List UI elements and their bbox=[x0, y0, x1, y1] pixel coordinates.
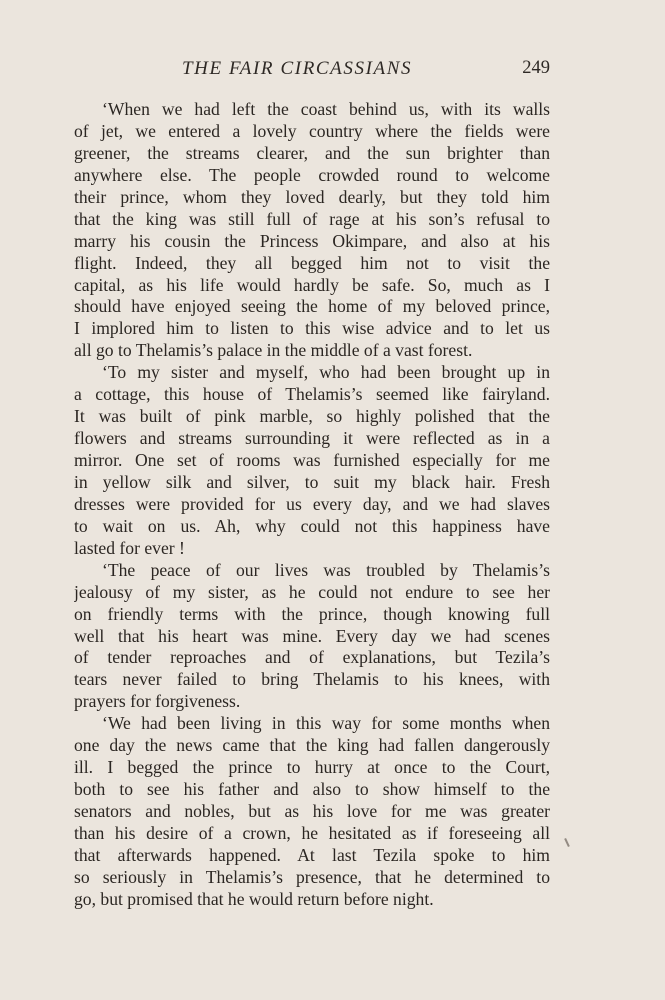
text-line: ‘We had been living in this way for some months when bbox=[102, 713, 550, 734]
text-line: that the king was still full of rage at his son’s refusal to bbox=[74, 208, 550, 229]
text-line: flowers and streams surrounding it were reflected as in a bbox=[74, 428, 550, 449]
text-line: in yellow silk and silver, to suit my black hair. Fresh bbox=[74, 471, 550, 492]
text-line: of jet, we entered a lovely country where the fields were bbox=[74, 120, 550, 141]
text-line: dresses were provided for us every day, and we had slaves bbox=[74, 493, 550, 514]
text-line: greener, the streams clearer, and the sun brighter than bbox=[74, 142, 550, 163]
paragraph bbox=[74, 560, 550, 714]
text-line: their prince, whom they loved dearly, but they told him bbox=[74, 186, 550, 207]
text-line: a cottage, this house of Thelamis’s seemed like fairyland. bbox=[74, 384, 550, 405]
text-line: senators and nobles, but as his love for me was greater bbox=[74, 801, 550, 821]
text-line: on friendly terms with the prince, though knowing full bbox=[74, 603, 550, 624]
text-line: that afterwards happened. At last Tezila spoke to him bbox=[74, 844, 550, 865]
body-text bbox=[74, 99, 550, 911]
text-line: so seriously in Thelamis’s presence, that he determined to bbox=[74, 866, 550, 887]
text-line: capital, as his life would hardly be safe. So, much as I bbox=[74, 274, 550, 295]
text-line: flight. Indeed, they all begged him not to visit the bbox=[74, 252, 550, 273]
text-line: tears never failed to bring Thelamis to his knees, with bbox=[74, 669, 550, 690]
text-line: all go to Thelamis’s palace in the middle of a vast forest. bbox=[74, 340, 473, 361]
paragraph bbox=[74, 99, 550, 362]
text-line: should have enjoyed seeing the home of my beloved prince, bbox=[74, 296, 550, 317]
text-line: than his desire of a crown, he hesitated as if foreseeing all bbox=[74, 822, 550, 843]
text-line: marry his cousin the Princess Okimpare, and also at his bbox=[74, 230, 550, 251]
text-line: ‘When we had left the coast behind us, with its walls bbox=[102, 99, 550, 119]
text-line: mirror. One set of rooms was furnished especially for me bbox=[74, 450, 550, 470]
text-line: both to see his father and also to show himself to the bbox=[74, 779, 550, 800]
text-line: prayers for forgiveness. bbox=[74, 691, 241, 712]
margin-mark bbox=[564, 838, 570, 847]
text-line: to wait on us. Ah, why could not this happiness have bbox=[74, 515, 550, 536]
text-line: lasted for ever ! bbox=[74, 537, 185, 558]
page-number: 249 bbox=[522, 58, 550, 78]
text-line: of tender reproaches and of explanations, but Tezila’s bbox=[74, 647, 550, 668]
running-title: THE FAIR CIRCASSIANS bbox=[182, 58, 413, 79]
paragraph bbox=[74, 713, 550, 910]
text-line: go, but promised that he would return before night. bbox=[74, 888, 434, 909]
text-line: one day the news came that the king had fallen dangerously bbox=[74, 735, 550, 756]
text-line: jealousy of my sister, as he could not endure to see her bbox=[74, 581, 550, 602]
text-line: ill. I begged the prince to hurry at once to the Court, bbox=[74, 757, 550, 778]
text-line: ‘The peace of our lives was troubled by Thelamis’s bbox=[102, 559, 550, 580]
text-line: I implored him to listen to this wise advice and to let us bbox=[74, 318, 550, 339]
text-line: anywhere else. The people crowded round to welcome bbox=[74, 164, 550, 185]
text-line: well that his heart was mine. Every day we had scenes bbox=[74, 625, 550, 646]
text-line: ‘To my sister and myself, who had been brought up in bbox=[102, 362, 550, 383]
running-head bbox=[74, 58, 550, 86]
text-line: It was built of pink marble, so highly polished that the bbox=[74, 406, 550, 427]
paragraph bbox=[74, 362, 550, 559]
